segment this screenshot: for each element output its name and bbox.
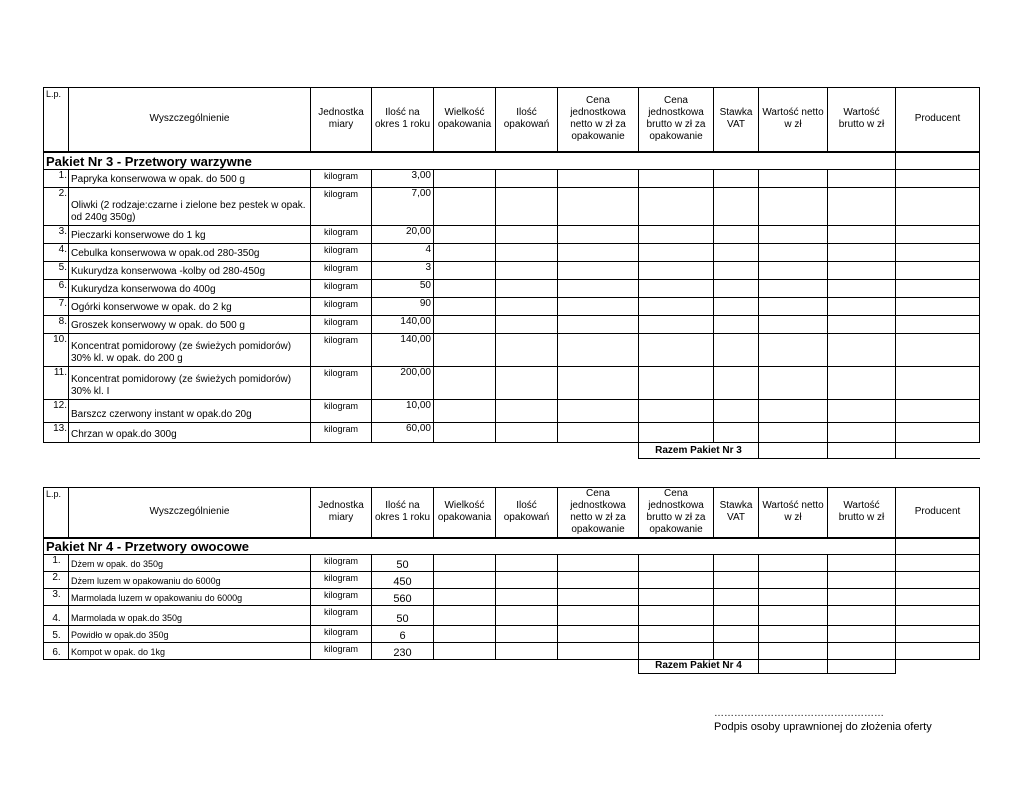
row-lp: 13.	[44, 423, 69, 443]
row-lp: 5.	[44, 625, 69, 642]
row-name: Ogórki konserwowe w opak. do 2 kg	[69, 298, 311, 316]
row-qty: 6	[372, 625, 434, 642]
total-row	[44, 659, 980, 673]
row-lp: 2.	[44, 188, 69, 226]
row-name: Marmolada luzem w opakowaniu do 6000g	[69, 588, 311, 605]
header-gross-price: Cena jednostkowa brutto w zł za opakowanie	[639, 488, 714, 538]
table-row	[44, 642, 980, 659]
header-qty: Ilość na okres 1 roku	[372, 488, 434, 538]
table-row	[44, 367, 980, 400]
header-net-price: Cena jednostkowa netto w zł za opakowanie	[558, 88, 639, 152]
row-qty: 50	[372, 605, 434, 625]
header-net-value: Wartość netto w zł	[759, 488, 828, 538]
row-qty: 230	[372, 642, 434, 659]
package-title-row	[44, 538, 980, 555]
row-qty: 7,00	[372, 188, 434, 226]
row-unit: kilogram	[311, 298, 372, 316]
table-row	[44, 188, 980, 226]
row-unit: kilogram	[311, 226, 372, 244]
row-qty: 4	[372, 244, 434, 262]
table-row	[44, 571, 980, 588]
row-name: Papryka konserwowa w opak. do 500 g	[69, 170, 311, 188]
row-unit: kilogram	[311, 170, 372, 188]
row-unit: kilogram	[311, 188, 372, 226]
table-row	[44, 262, 980, 280]
header-lp: L.p.	[44, 88, 69, 152]
total-label: Razem Pakiet Nr 3	[639, 443, 759, 459]
row-lp: 1.	[44, 170, 69, 188]
row-unit: kilogram	[311, 400, 372, 423]
row-qty: 3	[372, 262, 434, 280]
row-lp: 10.	[44, 334, 69, 367]
row-unit: kilogram	[311, 571, 372, 588]
total-label: Razem Pakiet Nr 4	[639, 659, 759, 673]
header-pack-count: Ilość opakowań	[496, 88, 558, 152]
row-unit: kilogram	[311, 262, 372, 280]
table-row	[44, 280, 980, 298]
header-pack-count: Ilość opakowań	[496, 488, 558, 538]
row-qty: 140,00	[372, 334, 434, 367]
package-4-table	[43, 487, 980, 674]
row-name: Dżem w opak. do 350g	[69, 554, 311, 571]
header-gross-price: Cena jednostkowa brutto w zł za opakowanie	[639, 88, 714, 152]
table-row	[44, 298, 980, 316]
row-lp: 4.	[44, 605, 69, 625]
row-name: Oliwki (2 rodzaje:czarne i zielone bez pestek w opak. od 240g 350g)	[69, 188, 311, 226]
header-pack-size: Wielkość opakowania	[434, 488, 496, 538]
package-title: Pakiet Nr 3 - Przetwory warzywne	[44, 152, 896, 170]
table-row	[44, 400, 980, 423]
row-qty: 140,00	[372, 316, 434, 334]
row-unit: kilogram	[311, 423, 372, 443]
row-unit: kilogram	[311, 588, 372, 605]
table-row	[44, 316, 980, 334]
row-lp: 6.	[44, 280, 69, 298]
table-row	[44, 588, 980, 605]
header-row	[44, 88, 980, 152]
header-qty: Ilość na okres 1 roku	[372, 88, 434, 152]
row-lp: 6.	[44, 642, 69, 659]
row-qty: 90	[372, 298, 434, 316]
header-producer: Producent	[896, 488, 980, 538]
row-lp: 3.	[44, 226, 69, 244]
row-lp: 3.	[44, 588, 69, 605]
row-name: Kukurydza konserwowa do 400g	[69, 280, 311, 298]
row-qty: 450	[372, 571, 434, 588]
row-name: Dżem luzem w opakowaniu do 6000g	[69, 571, 311, 588]
row-unit: kilogram	[311, 554, 372, 571]
table-row	[44, 334, 980, 367]
row-qty: 20,00	[372, 226, 434, 244]
row-name: Kompot w opak. do 1kg	[69, 642, 311, 659]
row-qty: 200,00	[372, 367, 434, 400]
row-unit: kilogram	[311, 244, 372, 262]
row-lp: 11.	[44, 367, 69, 400]
row-lp: 8.	[44, 316, 69, 334]
row-lp: 1.	[44, 554, 69, 571]
signature-line: ……………………………………………	[714, 708, 884, 719]
header-producer: Producent	[896, 88, 980, 152]
table-row	[44, 244, 980, 262]
row-lp: 7.	[44, 298, 69, 316]
row-name: Pieczarki konserwowe do 1 kg	[69, 226, 311, 244]
row-lp: 2.	[44, 571, 69, 588]
table-row	[44, 423, 980, 443]
row-unit: kilogram	[311, 605, 372, 625]
row-qty: 3,00	[372, 170, 434, 188]
header-unit: Jednostka miary	[311, 88, 372, 152]
total-row	[44, 443, 980, 459]
row-name: Cebulka konserwowa w opak.od 280-350g	[69, 244, 311, 262]
header-vat: Stawka VAT	[714, 88, 759, 152]
row-unit: kilogram	[311, 334, 372, 367]
row-qty: 50	[372, 280, 434, 298]
header-net-value: Wartość netto w zł	[759, 88, 828, 152]
header-row	[44, 488, 980, 538]
table-row	[44, 554, 980, 571]
row-lp: 4.	[44, 244, 69, 262]
header-name: Wyszczególnienie	[69, 488, 311, 538]
row-name: Barszcz czerwony instant w opak.do 20g	[69, 400, 311, 423]
row-lp: 5.	[44, 262, 69, 280]
row-name: Powidło w opak.do 350g	[69, 625, 311, 642]
row-qty: 60,00	[372, 423, 434, 443]
header-name: Wyszczególnienie	[69, 88, 311, 152]
table-row	[44, 625, 980, 642]
signature-label: Podpis osoby uprawnionej do złożenia oferty	[714, 721, 932, 733]
package-title-row	[44, 152, 980, 170]
package-title: Pakiet Nr 4 - Przetwory owocowe	[44, 538, 896, 555]
row-name: Koncentrat pomidorowy (ze świeżych pomidorów) 30% kl. I	[69, 367, 311, 400]
row-unit: kilogram	[311, 316, 372, 334]
header-unit: Jednostka miary	[311, 488, 372, 538]
row-name: Groszek konserwowy w opak. do 500 g	[69, 316, 311, 334]
header-pack-size: Wielkość opakowania	[434, 88, 496, 152]
row-qty: 50	[372, 554, 434, 571]
header-net-price: Cena jednostkowa netto w zł za opakowanie	[558, 488, 639, 538]
table-row	[44, 170, 980, 188]
header-lp: L.p.	[44, 488, 69, 538]
row-name: Kukurydza konserwowa -kolby od 280-450g	[69, 262, 311, 280]
header-gross-value: Wartość brutto w zł	[828, 488, 896, 538]
row-unit: kilogram	[311, 642, 372, 659]
row-name: Chrzan w opak.do 300g	[69, 423, 311, 443]
row-lp: 12.	[44, 400, 69, 423]
row-qty: 560	[372, 588, 434, 605]
package-3-table	[43, 87, 980, 459]
table-row	[44, 226, 980, 244]
row-name: Koncentrat pomidorowy (ze świeżych pomidorów) 30% kl. w opak. do 200 g	[69, 334, 311, 367]
row-unit: kilogram	[311, 625, 372, 642]
table-row	[44, 605, 980, 625]
row-name: Marmolada w opak.do 350g	[69, 605, 311, 625]
row-qty: 10,00	[372, 400, 434, 423]
header-gross-value: Wartość brutto w zł	[828, 88, 896, 152]
header-vat: Stawka VAT	[714, 488, 759, 538]
row-unit: kilogram	[311, 367, 372, 400]
row-unit: kilogram	[311, 280, 372, 298]
